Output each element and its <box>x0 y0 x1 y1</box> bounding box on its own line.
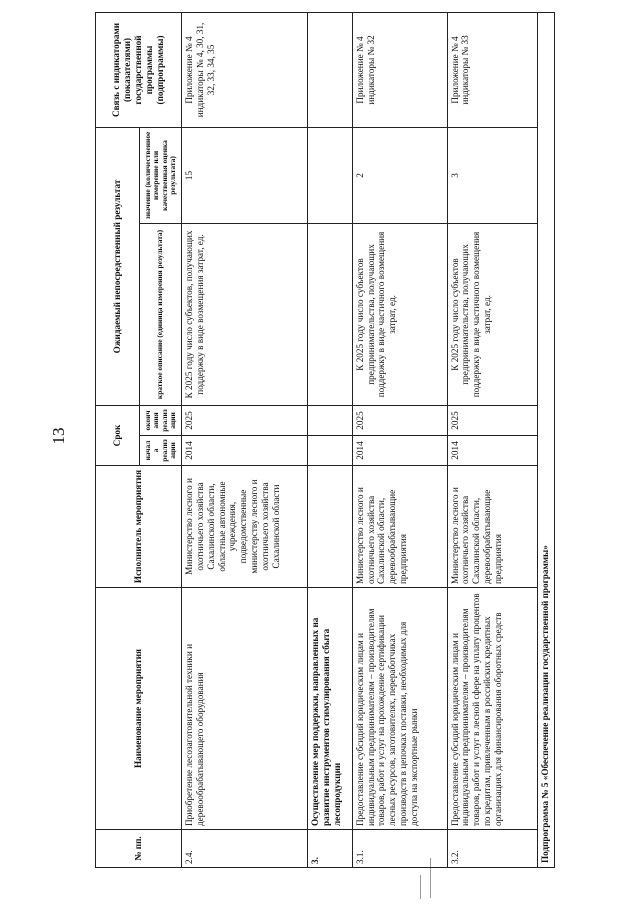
header-term-end: окончания реализации <box>140 405 182 435</box>
row-desc: К 2025 году число субъектов предпринимательства, получающих поддержку в виде частичного возмещения затрат, ед. <box>352 223 447 405</box>
table-row-section <box>308 12 352 867</box>
row-num: 3.1. <box>352 830 447 868</box>
header-result-value: значение (количественное измерение или качественная оценка результата) <box>140 127 182 223</box>
table-row <box>352 12 447 867</box>
row-name: Осуществление мер поддержки, направленных на развитие инструментов стимулирования сбыта лесопродукции <box>308 588 352 830</box>
row-num: 2.4. <box>182 830 308 868</box>
row-desc: К 2025 году число субъектов, получающих поддержку в виде возмещения затрат, ед. <box>182 223 308 405</box>
row-start: 2014 <box>447 436 538 466</box>
row-value: 2 <box>352 127 447 223</box>
row-name: Приобретение лесозаготовительной техники и деревообрабатывающего оборудования <box>182 588 308 830</box>
row-num: 3. <box>308 830 352 868</box>
table-row <box>447 12 538 867</box>
row-name: Предоставление субсидий юридическим лицам и индивидуальным предпринимателям – производителям товаров, работ и услуг в лесной сфере на уплату процентов по кредитам, привлеченным в российских кредитных организациях для финансирования оборотных средств <box>447 588 538 830</box>
subprogram-row <box>538 12 555 867</box>
row-end: 2025 <box>352 405 447 435</box>
row-executor: Министерство лесного и охотничьего хозяйства Сахалинской области, областные автономные учреждения, подведомственные министерству лесного и охотничьего хозяйства Сахалинской области <box>182 466 308 588</box>
row-start: 2014 <box>182 436 308 466</box>
row-end: 2025 <box>447 405 538 435</box>
row-desc: К 2025 году число субъектов предпринимательства, получающих поддержку в виде частичного возмещения затрат, ед. <box>447 223 538 405</box>
row-end: 2025 <box>182 405 308 435</box>
row-link: Приложение № 4 индикаторы № 33 <box>447 12 538 127</box>
empty-cell <box>308 127 352 223</box>
header-term-start: начала реализации <box>140 436 182 466</box>
header-term: Срок <box>96 405 140 465</box>
row-link: Приложение № 4 индикаторы № 4, 30, 31, 32, 33, 34, 35 <box>182 12 308 127</box>
header-executor: Исполнитель мероприятия <box>96 466 182 588</box>
activities-table <box>95 12 555 868</box>
empty-cell <box>308 223 352 405</box>
header-num: № пп. <box>96 830 182 868</box>
page-number: 13 <box>49 427 68 445</box>
row-num: 3.2. <box>447 830 538 868</box>
row-link: Приложение № 4 индикаторы № 32 <box>352 12 447 127</box>
header-name: Наименование мероприятия <box>96 588 182 830</box>
header-result-desc: краткое описание (единица измерения результата) <box>140 223 182 405</box>
row-value: 3 <box>447 127 538 223</box>
subprogram-title: Подпрограмма № 5 «Обеспечение реализации государственной программы» <box>538 12 555 867</box>
row-name: Предоставление субсидий юридическим лицам и индивидуальным предпринимателям – производителям товаров, работ и услуг на прохождение сертификации лесных ресурсов, заготовителях, переработчиках производств в цепочках поставки, необходимых для доступа на экспортные рынки <box>352 588 447 830</box>
header-link: Связь с индикаторами (показателями) государственной программы (подпрограммы) <box>96 12 182 127</box>
empty-cell <box>308 12 352 127</box>
row-executor: Министерство лесного и охотничьего хозяйства Сахалинской области, деревообрабатывающие предприятия <box>447 466 538 588</box>
row-executor: Министерство лесного и охотничьего хозяйства Сахалинской области, деревообрабатывающие предприятия <box>352 466 447 588</box>
header-result: Ожидаемый непосредственный результат <box>96 127 140 405</box>
empty-cell <box>308 436 352 466</box>
empty-cell <box>308 405 352 435</box>
row-value: 15 <box>182 127 308 223</box>
row-start: 2014 <box>352 436 447 466</box>
rotated-table-container <box>95 13 555 868</box>
scan-mark <box>420 875 421 899</box>
empty-cell <box>308 466 352 588</box>
table-row <box>182 12 308 867</box>
